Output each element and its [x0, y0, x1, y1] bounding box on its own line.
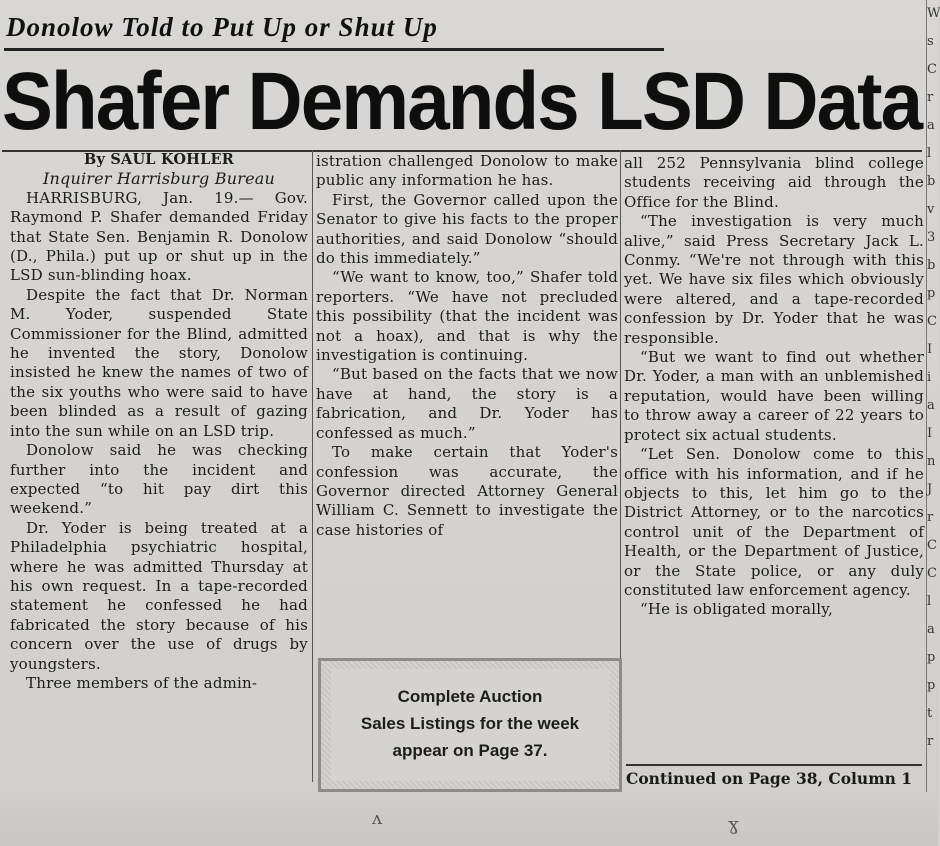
paragraph: HARRISBURG, Jan. 19.— Gov. Raymond P. Shafer demanded Friday that State Sen. Benjamin R. Donolow (D., Phila.) put up or shut up in the LSD sun-blinding hoax. [10, 188, 308, 285]
paragraph: istration challenged Donolow to make public any information he has. [316, 152, 618, 190]
edge-letter: b [927, 174, 936, 189]
edge-letter: C [927, 538, 937, 553]
paragraph: “But we want to find out whether Dr. Yoder, a man with an unblemished reputation, would have been willing to throw away a career of 22 years to protect six actual students. [624, 348, 924, 444]
paragraph: all 252 Pennsylvania blind college students receiving aid through the Office for the Blind. [624, 154, 924, 211]
auction-line-2: Sales Listings for the week [360, 714, 580, 733]
edge-letter: v [927, 202, 935, 217]
edge-letter: I [927, 342, 933, 357]
paragraph: First, the Governor called upon the Senator to give his facts to the proper authorities, and said Donolow “should do this immediately.” [316, 190, 618, 268]
column-divider-1 [312, 150, 313, 782]
edge-letter: i [927, 370, 932, 385]
edge-letter: I [927, 426, 933, 441]
edge-letter: l [927, 146, 932, 161]
paragraph: To make certain that Yoder's confession was accurate, the Governor directed Attorney General William C. Sennett to investigate the case histories of [316, 443, 618, 539]
auction-line-1: Complete Auction [397, 687, 543, 706]
edge-letter: r [927, 510, 934, 525]
edge-letter: J [927, 482, 933, 497]
edge-letter: l [927, 594, 932, 609]
kicker-headline: Donolow Told to Put Up or Shut Up [6, 12, 438, 42]
edge-letter: C [927, 566, 937, 581]
edge-letter: r [927, 734, 934, 749]
print-speck: ʌ [372, 808, 383, 829]
auction-notice-text [331, 669, 609, 781]
paragraph: “The investigation is very much alive,” said Press Secretary Jack L. Conmy. “We're not through with this yet. We have six files which obviously were altered, and a tape-recorded confession by Dr. Yoder that he was responsible. [624, 212, 924, 347]
bureau-line: Inquirer Harrisburg Bureau [42, 169, 275, 189]
continued-line: Continued on Page 38, Column 1 [626, 764, 922, 792]
main-headline: Shafer Demands LSD Data [2, 56, 922, 147]
print-speck: ɣ [728, 814, 739, 835]
edge-letter: n [927, 454, 936, 469]
paragraph: “He is obligated morally, [640, 600, 833, 619]
edge-letter: W [927, 6, 940, 21]
page-margin [0, 792, 938, 846]
edge-letter: r [927, 90, 934, 105]
edge-letter: C [927, 62, 937, 77]
kicker-rule [4, 48, 664, 51]
paragraph: Despite the fact that Dr. Norman M. Yoder, suspended State Commissioner for the Blind, admitted he invented the story, Donolow insisted he knew the names of two of the six youths who were said to have been blinded as a result of gazing into the sun while on an LSD trip. [10, 285, 308, 440]
auction-line-3: appear on Page 37. [392, 741, 548, 760]
byline: By SAUL KOHLER [84, 151, 234, 168]
edge-letter: C [927, 314, 937, 329]
article-column-1 [10, 150, 308, 693]
edge-letter: p [927, 286, 936, 301]
edge-letter: a [927, 118, 935, 133]
edge-letter: a [927, 398, 935, 413]
article-column-3 [624, 154, 924, 620]
edge-letter: 3 [927, 230, 936, 245]
edge-letter: b [927, 258, 936, 273]
paragraph: Dr. Yoder is being treated at a Philadelphia psychiatric hospital, where he was admitted Thursday at his own request. In a tape-recorded statement he confessed he had fabricated the story because of his concern over the use of drugs by youngsters. [10, 518, 308, 673]
adjacent-column-edge [926, 0, 939, 800]
article-column-2 [316, 152, 618, 540]
edge-letter: p [927, 678, 936, 693]
paragraph: Three members of the admin- [26, 673, 258, 692]
paragraph: Donolow said he was checking further into the incident and expected “to hit pay dirt this weekend.” [10, 441, 308, 518]
paragraph: “Let Sen. Donolow come to this office with his information, and if he objects to this, let him go to the District Attorney, or to the narcotics control unit of the Department of Health, or the Department of Justice, or the State police, or any duly constituted law enforcement agency. [624, 445, 924, 599]
paragraph: “But based on the facts that we now have at hand, the story is a fabrication, and Dr. Yoder has confessed as much.” [316, 365, 618, 442]
edge-letter: a [927, 622, 935, 637]
edge-letter: p [927, 650, 936, 665]
auction-notice-box [318, 658, 622, 792]
paragraph: “We want to know, too,” Shafer told reporters. “We have not precluded this possibility (that the incident was not a hoax), and that is why the investigation is continuing. [316, 268, 618, 365]
edge-letter: t [927, 706, 933, 721]
edge-letter: s [927, 34, 934, 49]
